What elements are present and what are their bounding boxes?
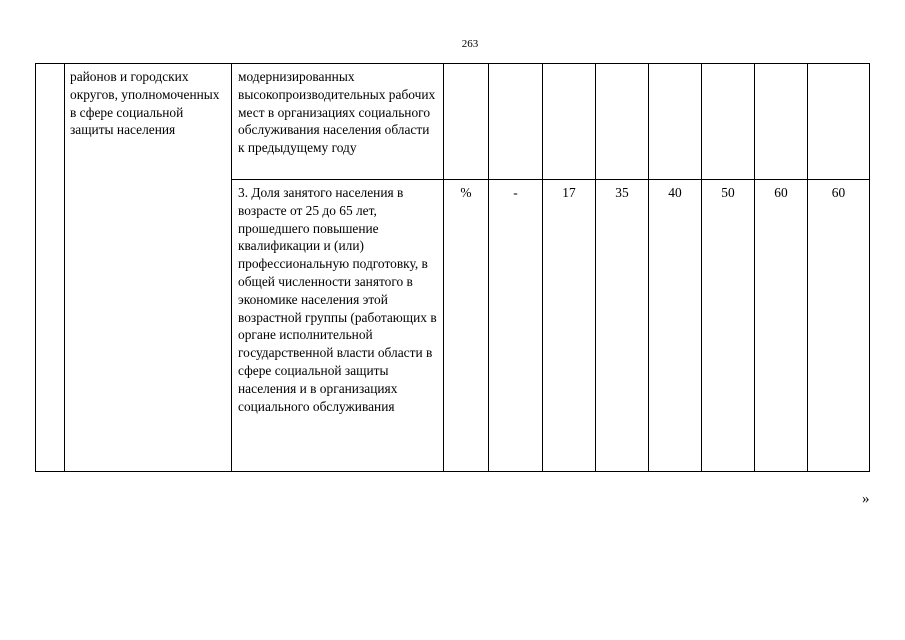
value-cell: 35	[596, 180, 649, 472]
value-cell	[596, 64, 649, 180]
value-cell	[808, 64, 870, 180]
page-number: 263	[461, 38, 479, 50]
unit-cell	[444, 64, 489, 180]
row-number-cell	[36, 64, 65, 472]
value-cell: 17	[543, 180, 596, 472]
closing-quote-mark: »	[862, 491, 870, 507]
responsible-body-cell: районов и городских округов, уполномоченных в сфере социальной защиты населения	[65, 64, 232, 472]
value-cell: 50	[702, 180, 755, 472]
value-cell	[489, 64, 543, 180]
value-cell: -	[489, 180, 543, 472]
indicator-cell: модернизированных высокопроизводительных рабочих мест в организациях социального обслуживания населения области к предыдущему году	[232, 64, 444, 180]
indicators-table	[35, 63, 870, 472]
table-row	[36, 64, 870, 180]
value-cell	[649, 64, 702, 180]
value-cell: 60	[808, 180, 870, 472]
value-cell	[543, 64, 596, 180]
value-cell	[702, 64, 755, 180]
value-cell	[755, 64, 808, 180]
value-cell: 40	[649, 180, 702, 472]
unit-cell: %	[444, 180, 489, 472]
indicator-cell: 3. Доля занятого населения в возрасте от 25 до 65 лет, прошедшего повышение квалификации и (или) профессиональную подготовку, в общей численности занятого в экономике населения этой возрастной группы (работающих в органе исполнительной государственной власти области в сфере социальной защиты населения и в организациях социального обслуживания	[232, 180, 444, 472]
value-cell: 60	[755, 180, 808, 472]
